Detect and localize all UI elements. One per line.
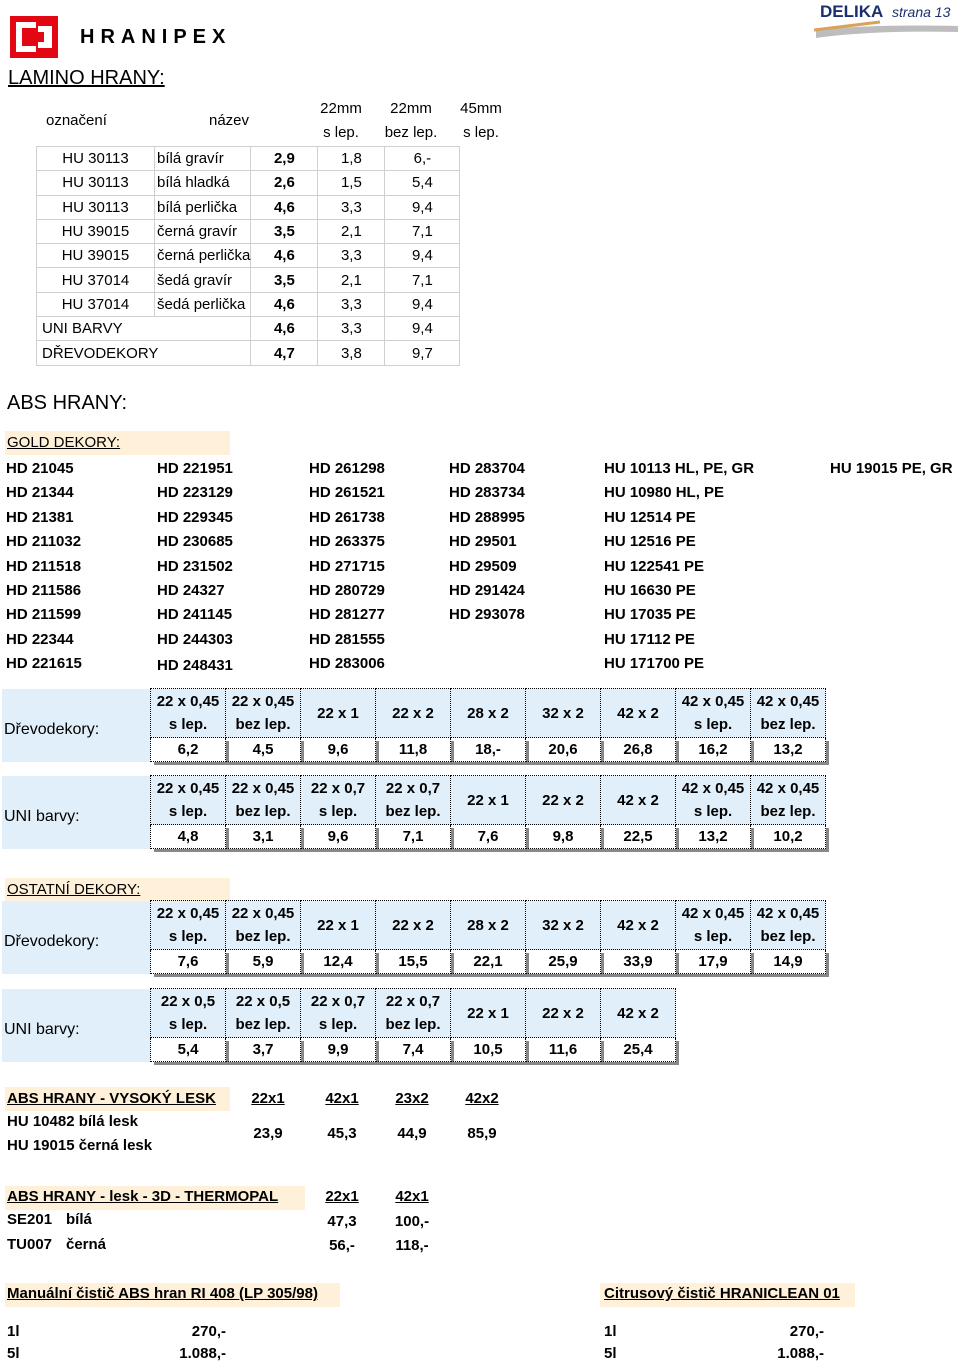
ost-drevo-grid: [2, 900, 826, 974]
lamino-value-a: 4,6: [251, 292, 318, 316]
price-row-label: UNI barvy:: [2, 776, 151, 849]
lamino-row: [37, 195, 460, 219]
price-value: 11,6: [526, 1038, 601, 1062]
price-value: 13,2: [751, 738, 826, 762]
adhesive-label: bez lep.: [235, 716, 291, 733]
price-size-header: [676, 689, 751, 738]
gold-dekor-item: HD 291424: [449, 582, 525, 599]
gold-dekor-item: HD 261298: [309, 460, 385, 477]
size-label: 22 x 0,7: [385, 993, 441, 1010]
lamino-row-uni: [37, 317, 460, 341]
price-size-header: [151, 776, 226, 825]
price-size-header: [226, 901, 301, 950]
size-label: 22 x 1: [467, 1004, 509, 1022]
price-size-header: [376, 689, 451, 738]
size-label: 42 x 0,45: [681, 905, 745, 922]
lamino-value-a: 3,5: [251, 219, 318, 243]
gold-dekor-item: HU 16630 PE: [604, 582, 696, 599]
lamino-title: LAMINO HRANY:: [8, 67, 165, 89]
size-label: 22 x 2: [392, 704, 434, 722]
price-size-header: [301, 901, 376, 950]
lamino-value-c: 7,1: [385, 268, 460, 292]
price-value: 3,7: [226, 1038, 301, 1062]
gold-title: GOLD DEKORY:: [7, 434, 121, 451]
cistic1-p2: 1.088,-: [179, 1345, 226, 1362]
gold-dekor-item: HD 24327: [157, 582, 225, 599]
delika-label: DELIKA: [820, 2, 884, 21]
gold-dekor-item: HD 230685: [157, 533, 233, 551]
gold-dekor-item: HD 21344: [6, 484, 74, 502]
vysoky-val-1: 23,9: [253, 1125, 283, 1142]
vysoky-col-2: 42x1: [325, 1090, 359, 1107]
size-label: 22 x 0,45: [231, 693, 295, 710]
vysoky-title: ABS HRANY - VYSOKÝ LESK: [7, 1090, 216, 1107]
abs-title: ABS HRANY:: [7, 392, 128, 414]
price-size-header: [151, 901, 226, 950]
size-label: 42 x 0,45: [681, 693, 745, 710]
gold-dekor-item: HD 283734: [449, 484, 525, 502]
price-value: 17,9: [676, 950, 751, 974]
gold-dekor-item: HU 10980 HL, PE: [604, 484, 725, 502]
adhesive-label: bez lep.: [385, 1016, 441, 1033]
gold-dekor-item: HU 171700 PE: [604, 655, 705, 673]
lamino-head-b1: 22mm: [390, 100, 432, 117]
price-value: 9,8: [526, 825, 601, 849]
size-label: 22 x 1: [317, 916, 359, 934]
lamino-value-a: 4,6: [251, 195, 318, 219]
price-value: 18,-: [451, 738, 526, 762]
price-value: 4,5: [226, 738, 301, 762]
lamino-value-b: 3,3: [318, 195, 385, 219]
thermopal-a-1: 47,3: [327, 1213, 357, 1230]
lamino-drevo-label: DŘEVODEKORY: [37, 341, 251, 365]
price-value: 15,5: [376, 950, 451, 974]
lamino-drevo-c: 9,7: [385, 341, 460, 365]
lamino-head-code: označení: [46, 112, 107, 129]
lamino-name: šedá perlička: [155, 292, 251, 316]
price-value: 10,2: [751, 825, 826, 849]
lamino-row: [37, 268, 460, 292]
adhesive-label: bez lep.: [235, 928, 291, 945]
size-label: 42 x 0,45: [756, 693, 820, 710]
price-value: 11,8: [376, 738, 451, 762]
vysoky-col-3: 23x2: [395, 1090, 429, 1107]
gold-dekor-item: HU 19015 PE, GR: [830, 460, 953, 477]
size-label: 22 x 2: [542, 791, 584, 809]
delika-badge: [814, 0, 960, 36]
lamino-head-name: název: [209, 112, 250, 129]
lamino-value-b: 2,1: [318, 268, 385, 292]
price-size-header: [451, 901, 526, 950]
price-size-header: [751, 901, 826, 950]
price-value: 5,9: [226, 950, 301, 974]
price-value: 4,8: [151, 825, 226, 849]
price-value: 9,6: [301, 738, 376, 762]
lamino-value-c: 9,4: [385, 292, 460, 316]
price-value: 33,9: [601, 950, 676, 974]
lamino-row: [37, 171, 460, 195]
price-size-header: [601, 689, 676, 738]
gold-dekor-item: HD 288995: [449, 508, 525, 526]
size-label: 42 x 2: [617, 704, 659, 722]
lamino-value-a: 4,6: [251, 244, 318, 268]
brand-name: HRANIPEX: [80, 26, 232, 48]
price-size-header: [676, 901, 751, 950]
size-label: 42 x 0,45: [756, 780, 820, 797]
size-label: 28 x 2: [467, 704, 509, 722]
gold-dekor-item: HD 271715: [309, 557, 385, 575]
cistic2-p1: 270,-: [789, 1323, 824, 1340]
gold-dekor-item: HD 223129: [157, 484, 233, 502]
cistic2-q1: 1l: [604, 1323, 617, 1340]
gold-uni-grid: [2, 775, 826, 849]
gold-dekor-item: HD 221615: [6, 655, 82, 673]
price-size-header: [301, 989, 376, 1038]
size-label: 22 x 2: [542, 1004, 584, 1022]
gold-dekor-item: HU 10113 HL, PE, GR: [604, 460, 755, 477]
price-value: 7,6: [151, 950, 226, 974]
adhesive-label: s lep.: [693, 716, 733, 733]
price-size-header: [676, 776, 751, 825]
price-size-header: [226, 776, 301, 825]
gold-dekor-item: HD 231502: [157, 557, 233, 575]
gold-dekor-item: HD 211032: [6, 533, 82, 551]
price-size-header: [151, 989, 226, 1038]
adhesive-label: bez lep.: [235, 803, 291, 820]
price-value: 7,6: [451, 825, 526, 849]
lamino-value-b: 2,1: [318, 219, 385, 243]
gold-dekor-item: HD 21045: [6, 460, 74, 477]
ostatni-title: OSTATNÍ DEKORY:: [7, 881, 141, 898]
size-label: 22 x 2: [392, 916, 434, 934]
price-size-header: [226, 689, 301, 738]
price-size-header: [451, 989, 526, 1038]
lamino-head-b2: bez lep.: [384, 124, 438, 141]
price-size-header: [301, 776, 376, 825]
lamino-table: [36, 146, 460, 366]
lamino-code: HU 37014: [37, 268, 155, 292]
thermopal-b-2: 118,-: [395, 1237, 429, 1254]
gold-dekor-item: HD 248431: [157, 657, 233, 675]
price-size-header: [301, 689, 376, 738]
vysoky-item-2: HU 19015 černá lesk: [7, 1137, 153, 1154]
lamino-value-b: 1,8: [318, 147, 385, 171]
price-value: 22,5: [601, 825, 676, 849]
lamino-uni-label: UNI BARVY: [37, 317, 251, 341]
size-label: 22 x 0,7: [310, 993, 366, 1010]
price-size-header: [601, 901, 676, 950]
lamino-code: HU 37014: [37, 292, 155, 316]
lamino-drevo-b: 3,8: [318, 341, 385, 365]
cistic1-q2: 5l: [7, 1345, 20, 1362]
gold-dekor-item: HD 29509: [449, 557, 517, 575]
adhesive-label: s lep.: [318, 803, 358, 820]
adhesive-label: bez lep.: [760, 716, 816, 733]
lamino-value-c: 6,-: [385, 147, 460, 171]
price-value: 16,2: [676, 738, 751, 762]
lamino-row: [37, 147, 460, 171]
lamino-code: HU 30113: [37, 171, 155, 195]
price-value: 6,2: [151, 738, 226, 762]
lamino-code: HU 30113: [37, 195, 155, 219]
size-label: 22 x 1: [467, 791, 509, 809]
price-row-label: Dřevodekory:: [2, 689, 151, 762]
price-size-header: [151, 689, 226, 738]
lamino-value-a: 3,5: [251, 268, 318, 292]
price-value: 25,4: [601, 1038, 676, 1062]
lamino-row: [37, 244, 460, 268]
price-header-row: [2, 901, 826, 950]
adhesive-label: s lep.: [168, 1016, 208, 1033]
thermopal-col-2: 42x1: [395, 1188, 429, 1205]
gold-dekor-item: HD 241145: [157, 606, 233, 624]
gold-dekor-item: HU 17112 PE: [604, 630, 695, 648]
lamino-drevo-a: 4,7: [251, 341, 318, 365]
gold-drevo-grid: [2, 688, 826, 762]
price-size-header: [601, 989, 676, 1038]
lamino-head-a1: 22mm: [320, 100, 362, 117]
price-size-header: [451, 689, 526, 738]
cistic2-q2: 5l: [604, 1345, 617, 1362]
price-size-header: [751, 776, 826, 825]
price-size-header: [376, 989, 451, 1038]
cistic1-p1: 270,-: [191, 1323, 226, 1340]
size-label: 42 x 2: [617, 916, 659, 934]
lamino-value-b: 3,3: [318, 244, 385, 268]
lamino-value-c: 7,1: [385, 219, 460, 243]
size-label: 22 x 0,5: [235, 993, 291, 1010]
price-value: 22,1: [451, 950, 526, 974]
price-header-row: [2, 989, 676, 1038]
gold-dekor-item: HD 244303: [157, 630, 233, 648]
gold-dekor-item: HD 283006: [309, 655, 385, 673]
lamino-code: HU 39015: [37, 244, 155, 268]
adhesive-label: s lep.: [168, 803, 208, 820]
size-label: 22 x 0,7: [310, 780, 366, 797]
price-value: 9,6: [301, 825, 376, 849]
vysoky-val-2: 45,3: [327, 1125, 357, 1142]
gold-dekor-item: HD 22344: [6, 630, 74, 648]
price-header-row: [2, 776, 826, 825]
size-label: 22 x 0,45: [231, 780, 295, 797]
page-number: strana 13: [892, 4, 951, 20]
lamino-row: [37, 219, 460, 243]
vysoky-item-1: HU 10482 bílá lesk: [7, 1113, 138, 1130]
lamino-value-a: 2,9: [251, 147, 318, 171]
lamino-code: HU 30113: [37, 147, 155, 171]
price-size-header: [751, 689, 826, 738]
adhesive-label: s lep.: [318, 1016, 358, 1033]
adhesive-label: s lep.: [693, 803, 733, 820]
thermopal-name-1: bílá: [66, 1211, 92, 1228]
adhesive-label: s lep.: [168, 716, 208, 733]
price-size-header: [226, 989, 301, 1038]
price-value: 9,9: [301, 1038, 376, 1062]
lamino-value-b: 1,5: [318, 171, 385, 195]
gold-dekor-item: HD 211518: [6, 557, 82, 575]
gold-dekor-item: HD 229345: [157, 508, 233, 526]
lamino-head-c2: s lep.: [463, 124, 499, 141]
gold-dekor-item: HU 17035 PE: [604, 606, 696, 624]
price-value: 3,1: [226, 825, 301, 849]
size-label: 22 x 0,45: [156, 905, 220, 922]
lamino-value-c: 5,4: [385, 171, 460, 195]
adhesive-label: bez lep.: [760, 928, 816, 945]
gold-dekor-item: HD 261738: [309, 508, 385, 526]
size-label: 42 x 2: [617, 791, 659, 809]
price-value: 12,4: [301, 950, 376, 974]
lamino-name: černá perlička: [155, 244, 251, 268]
price-size-header: [376, 776, 451, 825]
lamino-code: HU 39015: [37, 219, 155, 243]
thermopal-code-1: SE201: [7, 1211, 53, 1228]
price-value: 7,1: [376, 825, 451, 849]
cistic1-title: Manuální čistič ABS hran RI 408 (LP 305/98): [7, 1285, 318, 1302]
lamino-name: bílá hladká: [155, 171, 251, 195]
gold-dekor-item: HD 281277: [309, 606, 385, 624]
price-value: 13,2: [676, 825, 751, 849]
gold-dekor-item: HD 221951: [157, 460, 233, 477]
gold-dekor-item: HD 21381: [6, 508, 74, 526]
lamino-value-a: 2,6: [251, 171, 318, 195]
lamino-head-c1: 45mm: [460, 100, 502, 117]
size-label: 22 x 0,45: [156, 780, 220, 797]
lamino-value-c: 9,4: [385, 195, 460, 219]
ost-uni-grid: [2, 988, 676, 1062]
lamino-uni-b: 3,3: [318, 317, 385, 341]
lamino-value-c: 9,4: [385, 244, 460, 268]
size-label: 22 x 0,45: [231, 905, 295, 922]
gold-dekor-item: HD 263375: [309, 533, 385, 551]
thermopal-title: ABS HRANY - lesk - 3D - THERMOPAL: [7, 1188, 279, 1205]
price-value: 5,4: [151, 1038, 226, 1062]
hranipex-logo: [10, 16, 58, 58]
lamino-uni-c: 9,4: [385, 317, 460, 341]
price-size-header: [376, 901, 451, 950]
price-size-header: [526, 989, 601, 1038]
gold-dekor-item: HD 293078: [449, 606, 525, 624]
gold-dekor-item: HD 29501: [449, 533, 517, 551]
price-value: 20,6: [526, 738, 601, 762]
thermopal-b-1: 100,-: [394, 1213, 430, 1230]
price-header-row: [2, 689, 826, 738]
gold-dekor-item: HD 283704: [449, 460, 525, 477]
size-label: 22 x 0,5: [160, 993, 216, 1010]
gold-dekor-item: HD 281555: [309, 630, 385, 648]
price-value: 14,9: [751, 950, 826, 974]
size-label: 32 x 2: [542, 916, 584, 934]
price-value: 25,9: [526, 950, 601, 974]
thermopal-name-2: černá: [66, 1236, 107, 1253]
price-row-label: UNI barvy:: [2, 989, 151, 1062]
gold-dekor-item: HU 122541 PE: [604, 557, 705, 575]
lamino-uni-a: 4,6: [251, 317, 318, 341]
gold-dekor-item: HU 12516 PE: [604, 533, 696, 551]
gold-dekor-item: HD 280729: [309, 582, 385, 599]
price-size-header: [451, 776, 526, 825]
thermopal-a-2: 56,-: [329, 1237, 355, 1254]
lamino-name: bílá gravír: [155, 147, 251, 171]
lamino-head-a2: s lep.: [323, 124, 359, 141]
adhesive-label: s lep.: [693, 928, 733, 945]
price-value: 26,8: [601, 738, 676, 762]
size-label: 22 x 1: [317, 704, 359, 722]
adhesive-label: bez lep.: [385, 803, 441, 820]
size-label: 42 x 2: [617, 1004, 659, 1022]
thermopal-code-2: TU007: [7, 1236, 53, 1253]
price-size-header: [526, 901, 601, 950]
size-label: 32 x 2: [542, 704, 584, 722]
adhesive-label: s lep.: [168, 928, 208, 945]
price-value: 7,4: [376, 1038, 451, 1062]
size-label: 22 x 0,45: [156, 693, 220, 710]
price-row-label: Dřevodekory:: [2, 901, 151, 974]
price-size-header: [526, 776, 601, 825]
price-size-header: [601, 776, 676, 825]
gold-dekor-item: HD 261521: [309, 484, 385, 502]
lamino-value-b: 3,3: [318, 292, 385, 316]
lamino-row: [37, 292, 460, 316]
size-label: 42 x 0,45: [756, 905, 820, 922]
thermopal-col-1: 22x1: [325, 1188, 359, 1205]
size-label: 22 x 0,7: [385, 780, 441, 797]
cistic1-q1: 1l: [7, 1323, 20, 1340]
price-size-header: [526, 689, 601, 738]
adhesive-label: bez lep.: [760, 803, 816, 820]
size-label: 28 x 2: [467, 916, 509, 934]
lamino-name: černá gravír: [155, 219, 251, 243]
price-value: 10,5: [451, 1038, 526, 1062]
adhesive-label: bez lep.: [235, 1016, 291, 1033]
cistic2-title: Citrusový čistič HRANICLEAN 01: [604, 1285, 840, 1302]
gold-dekor-item: HU 12514 PE: [604, 508, 696, 526]
lamino-name: šedá gravír: [155, 268, 251, 292]
size-label: 42 x 0,45: [681, 780, 745, 797]
vysoky-val-4: 85,9: [467, 1125, 497, 1142]
gold-dekor-item: HD 211599: [6, 606, 82, 624]
vysoky-col-4: 42x2: [465, 1090, 499, 1107]
vysoky-val-3: 44,9: [397, 1125, 427, 1142]
lamino-row-drevo: [37, 341, 460, 365]
cistic2-p2: 1.088,-: [777, 1345, 824, 1362]
lamino-name: bílá perlička: [155, 195, 251, 219]
vysoky-col-1: 22x1: [251, 1090, 285, 1107]
gold-dekor-item: HD 211586: [6, 582, 82, 599]
